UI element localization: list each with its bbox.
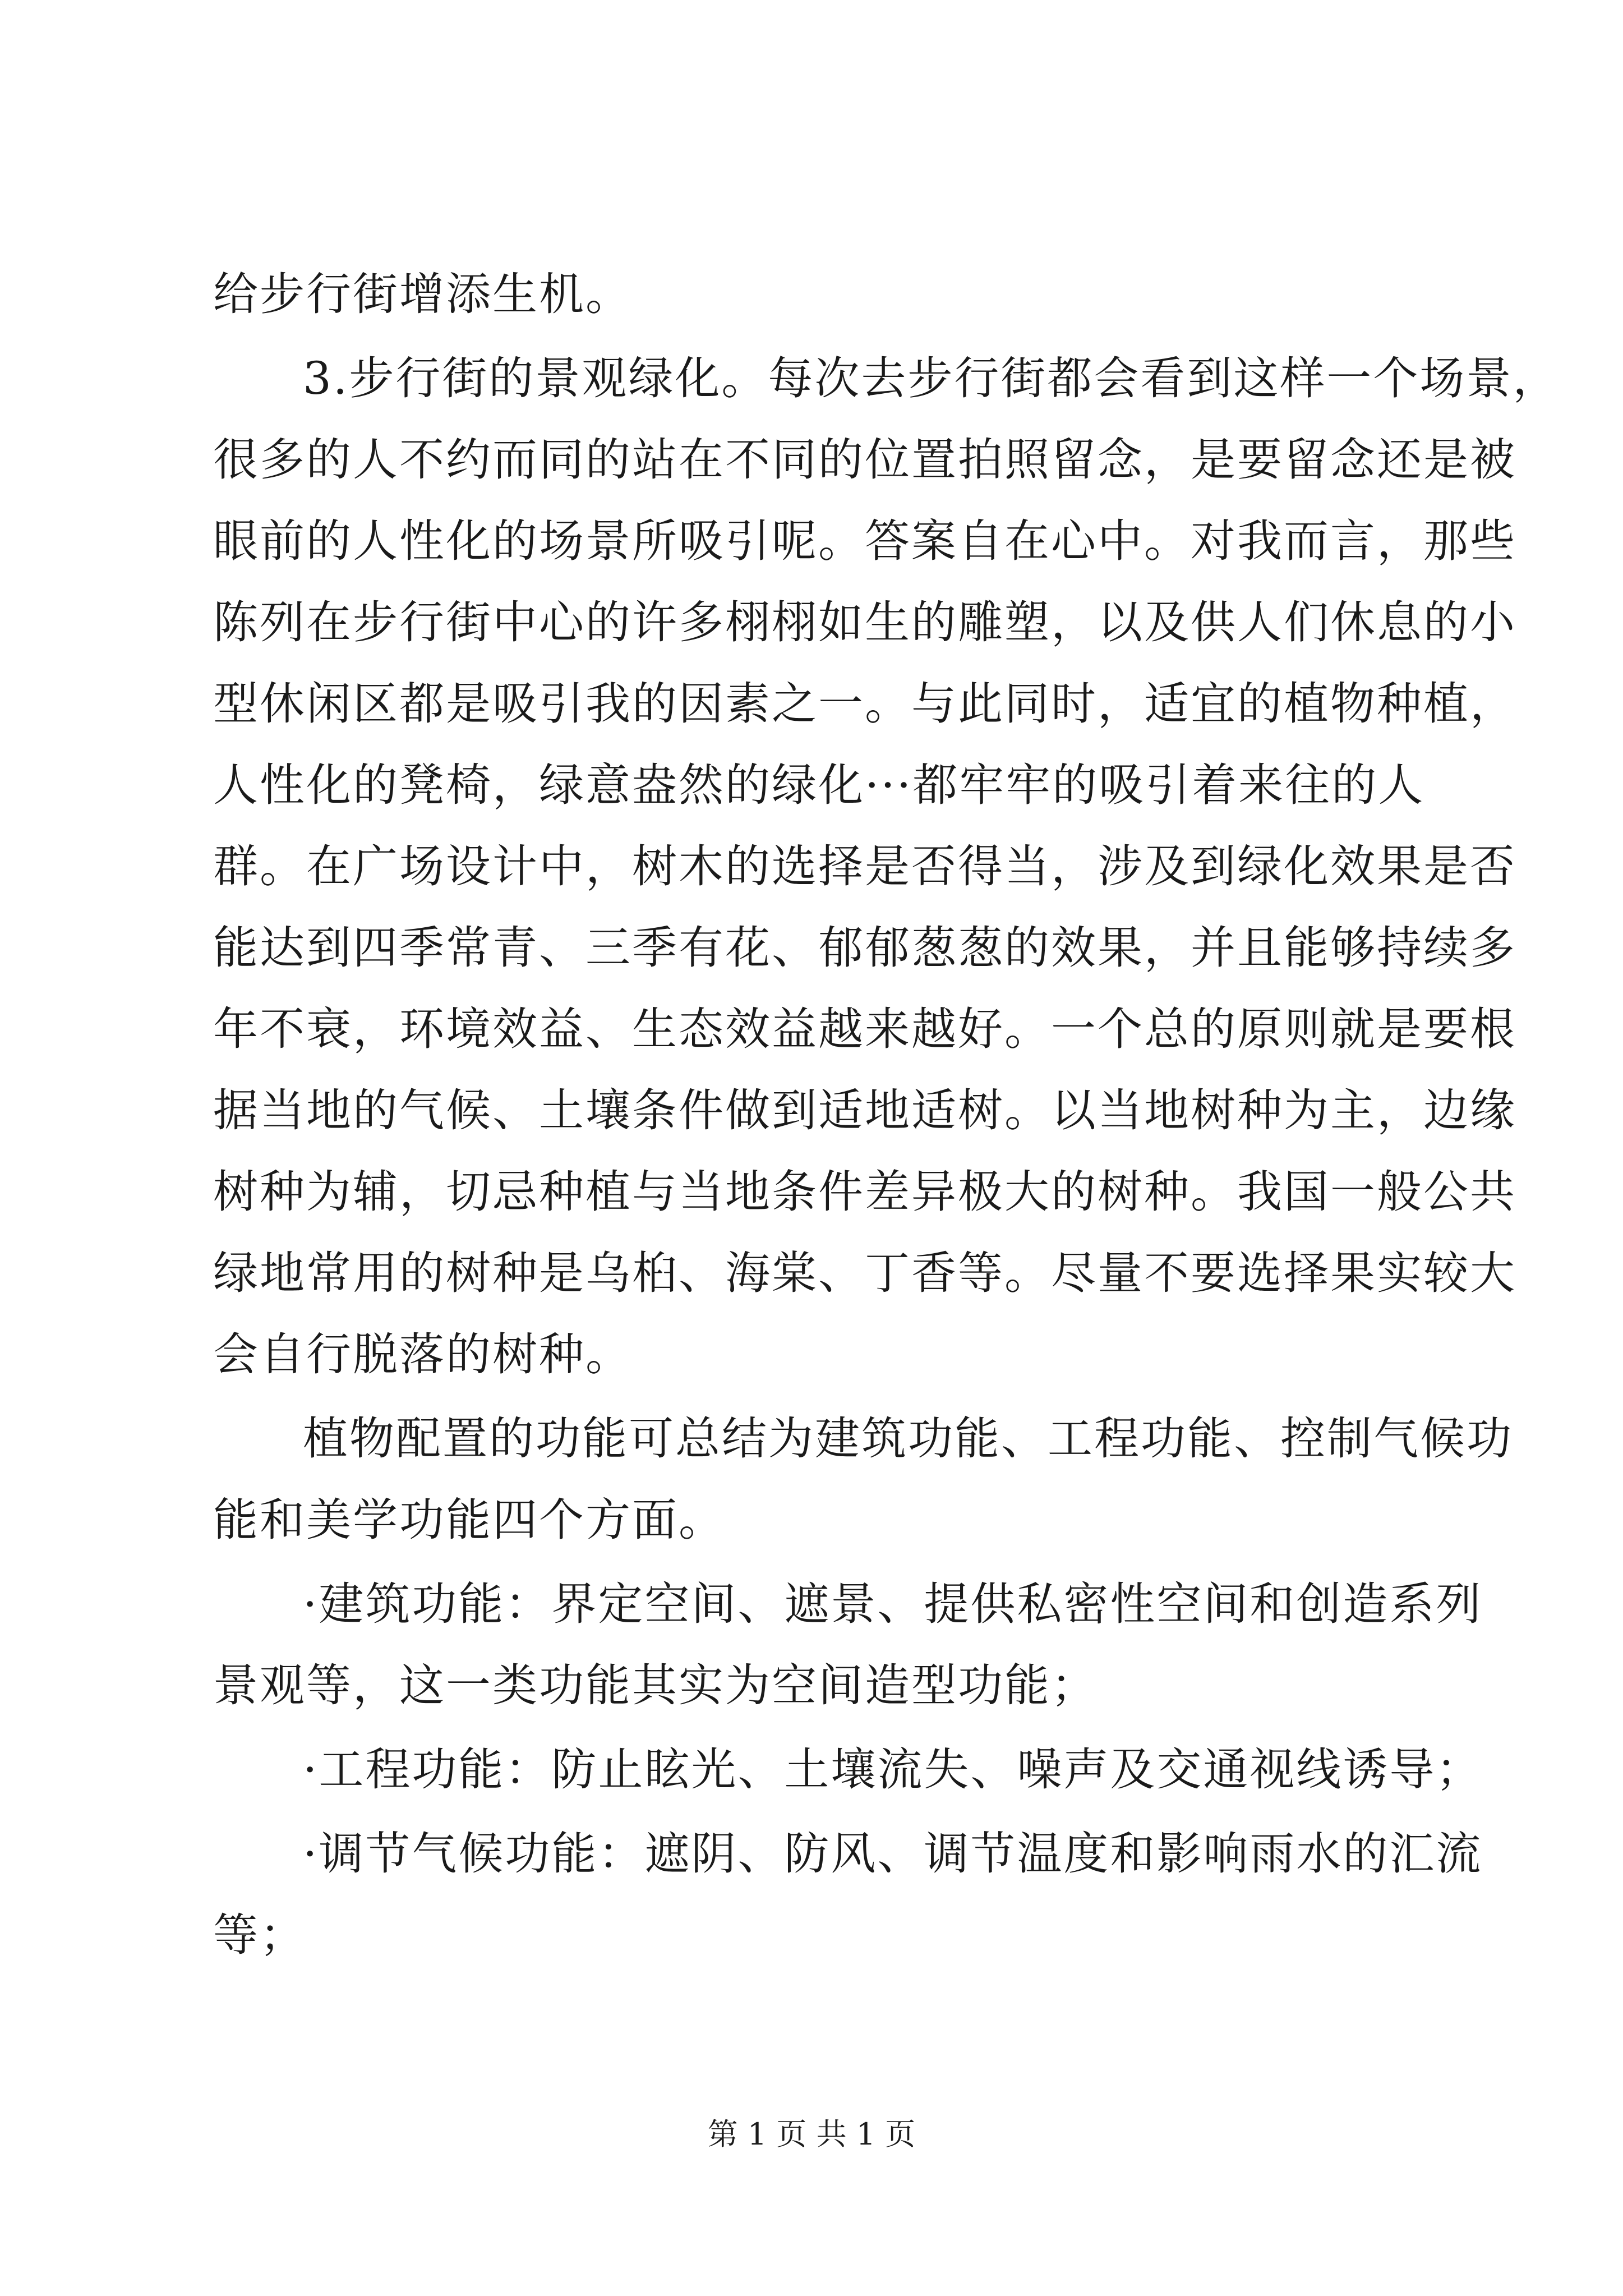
body-line-4: 眼前的人性化的场景所吸引呢。答案自在心中。对我而言，那些	[213, 515, 1516, 567]
body-line-1: 给步行街增添生机。	[213, 268, 632, 320]
body-line-8: 群。在广场设计中，树木的选择是否得当，涉及到绿化效果是否	[213, 840, 1516, 892]
body-line-14: 会自行脱落的树种。	[213, 1328, 632, 1381]
page-footer: 第 1 页 共 1 页	[707, 2116, 916, 2152]
body-line-9: 能达到四季常青、三季有花、郁郁葱葱的效果，并且能够持续多	[213, 922, 1516, 974]
body-line-15: 植物配置的功能可总结为建筑功能、工程功能、控制气候功	[303, 1412, 1513, 1465]
body-line-12: 树种为辅，切忌种植与当地条件差异极大的树种。我国一般公共	[213, 1166, 1516, 1218]
body-line-6: 型休闲区都是吸引我的因素之一。与此同时，适宜的植物种植，	[213, 678, 1516, 730]
body-line-13: 绿地常用的树种是乌桕、海棠、丁香等。尽量不要选择果实较大	[213, 1247, 1516, 1299]
body-line-11: 据当地的气候、土壤条件做到适地适树。以当地树种为主，边缘	[213, 1084, 1516, 1137]
bullet-architecture-cont: 景观等，这一类功能其实为空间造型功能；	[213, 1659, 1098, 1711]
bullet-climate: ·调节气候功能：遮阴、防风、调节温度和影响雨水的汇流	[303, 1828, 1483, 1880]
body-line-16: 能和美学功能四个方面。	[213, 1494, 725, 1546]
body-line-2: 3.步行街的景观绿化。每次去步行街都会看到这样一个场景，	[303, 352, 1560, 404]
body-line-5: 陈列在步行街中心的许多栩栩如生的雕塑，以及供人们休息的小	[213, 596, 1516, 648]
body-line-10: 年不衰，环境效益、生态效益越来越好。一个总的原则就是要根	[213, 1003, 1516, 1055]
body-line-3: 很多的人不约而同的站在不同的位置拍照留念，是要留念还是被	[213, 434, 1516, 486]
bullet-climate-cont: 等；	[213, 1909, 306, 1961]
body-line-7: 人性化的凳椅，绿意盎然的绿化···都牢牢的吸引着来往的人	[213, 759, 1425, 811]
bullet-architecture: ·建筑功能：界定空间、遮景、提供私密性空间和创造系列	[303, 1578, 1483, 1630]
bullet-engineering: ·工程功能：防止眩光、土壤流失、噪声及交通视线诱导；	[303, 1743, 1483, 1796]
